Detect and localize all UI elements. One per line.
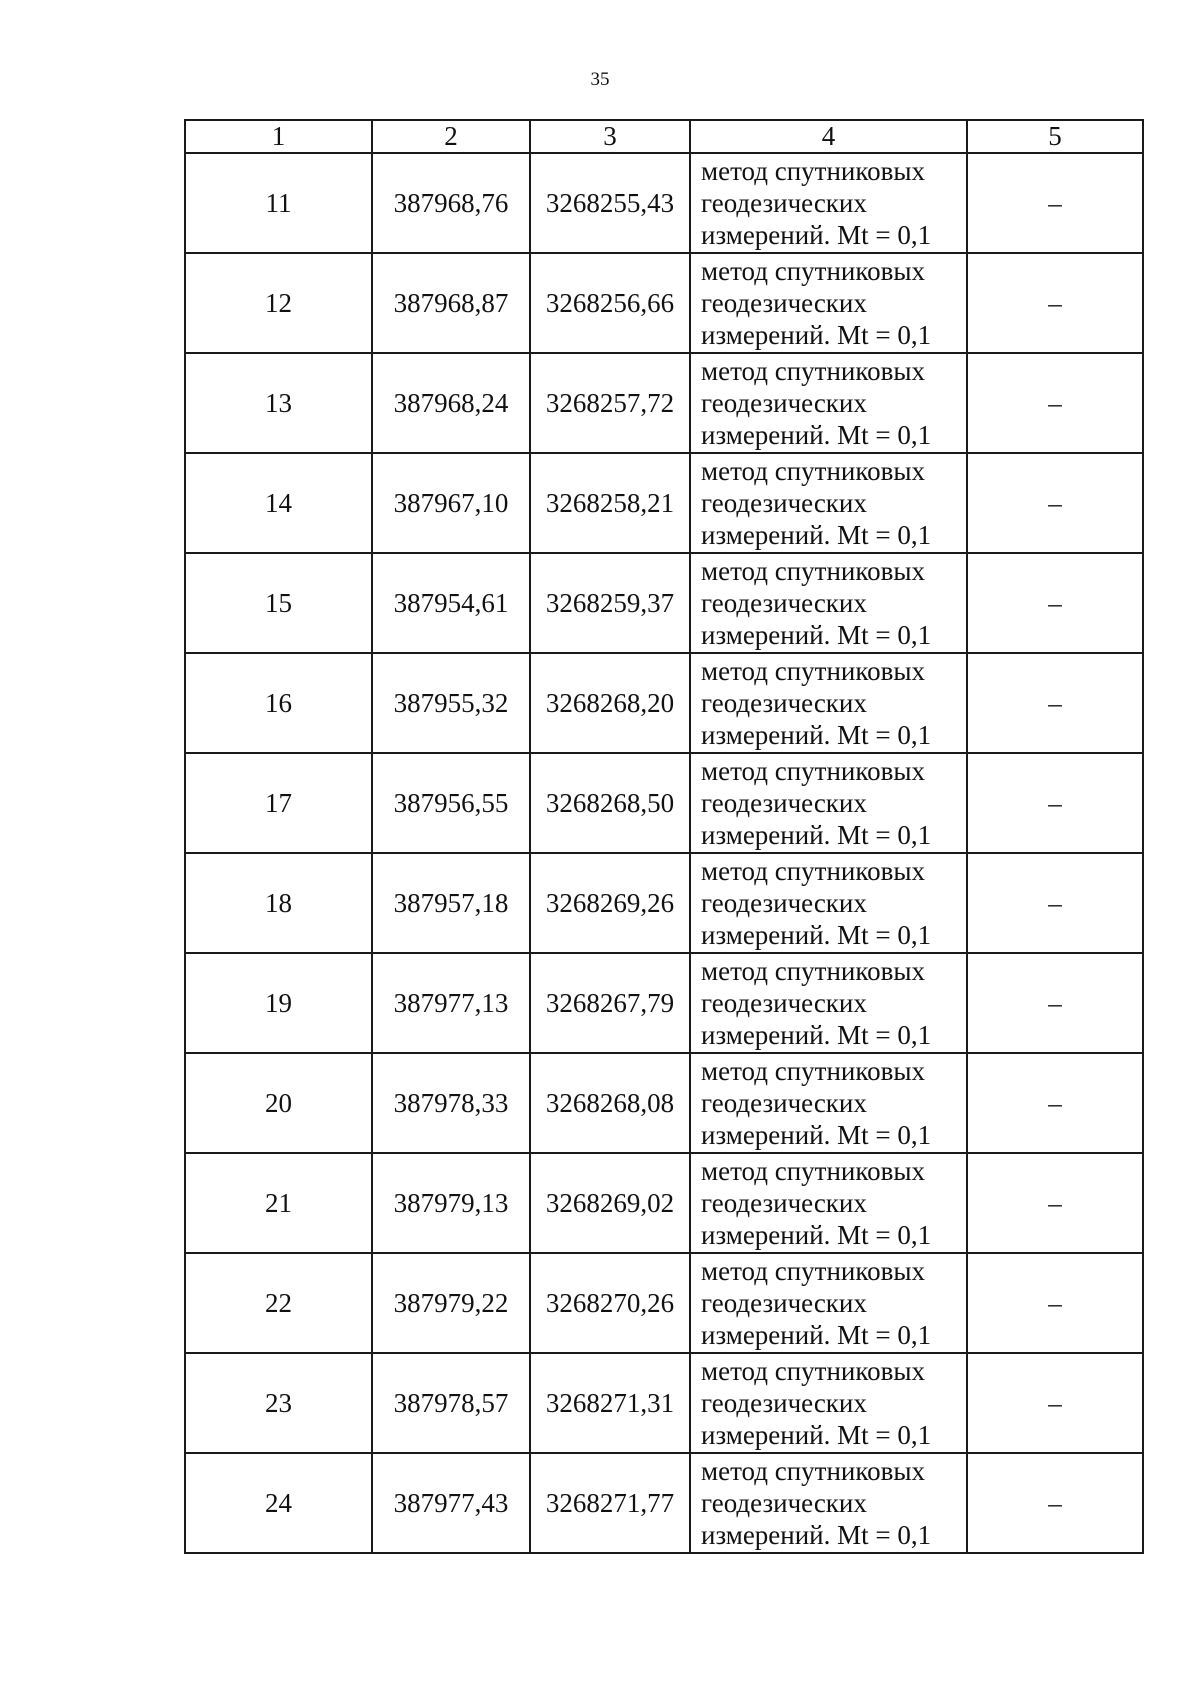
- table-row: [185, 453, 1143, 553]
- note-cell: –: [967, 853, 1143, 953]
- method-text-line: метод спутниковых: [701, 756, 925, 786]
- y-coordinate-cell: 3268268,50: [530, 753, 690, 853]
- note-cell: –: [967, 753, 1143, 853]
- table-row: [185, 953, 1143, 1053]
- point-number-cell: 17: [185, 753, 372, 853]
- method-text-line: измерений. Mt = 0,1: [701, 1520, 932, 1550]
- table-body: [185, 153, 1143, 1553]
- x-coordinate-cell: 387955,32: [372, 653, 530, 753]
- y-coordinate-cell: 3268270,26: [530, 1253, 690, 1353]
- method-cell: [690, 653, 967, 753]
- method-cell: [690, 1153, 967, 1253]
- method-text-line: геодезических: [701, 888, 867, 918]
- x-coordinate-cell: 387956,55: [372, 753, 530, 853]
- table-row: [185, 353, 1143, 453]
- x-coordinate-cell: 387957,18: [372, 853, 530, 953]
- method-text-line: измерений. Mt = 0,1: [701, 220, 932, 250]
- method-cell: [690, 253, 967, 353]
- note-cell: –: [967, 953, 1143, 1053]
- method-text-line: геодезических: [701, 388, 867, 418]
- method-text-line: метод спутниковых: [701, 656, 925, 686]
- y-coordinate-cell: 3268268,20: [530, 653, 690, 753]
- y-coordinate-cell: 3268269,02: [530, 1153, 690, 1253]
- method-text-line: измерений. Mt = 0,1: [701, 320, 932, 350]
- x-coordinate-cell: 387977,13: [372, 953, 530, 1053]
- method-text-line: геодезических: [701, 788, 867, 818]
- method-cell: [690, 1253, 967, 1353]
- y-coordinate-cell: 3268259,37: [530, 553, 690, 653]
- x-coordinate-cell: 387968,87: [372, 253, 530, 353]
- method-text-line: метод спутниковых: [701, 1456, 925, 1486]
- note-cell: –: [967, 153, 1143, 253]
- y-coordinate-cell: 3268271,77: [530, 1453, 690, 1553]
- y-coordinate-cell: 3268267,79: [530, 953, 690, 1053]
- column-header-5: 5: [967, 120, 1143, 153]
- table-row: [185, 553, 1143, 653]
- method-cell: [690, 1053, 967, 1153]
- x-coordinate-cell: 387968,24: [372, 353, 530, 453]
- point-number-cell: 12: [185, 253, 372, 353]
- table-row: [185, 1253, 1143, 1353]
- method-text-line: измерений. Mt = 0,1: [701, 720, 932, 750]
- x-coordinate-cell: 387967,10: [372, 453, 530, 553]
- method-text-line: метод спутниковых: [701, 1256, 925, 1286]
- x-coordinate-cell: 387978,57: [372, 1353, 530, 1453]
- method-cell: [690, 1453, 967, 1553]
- method-text-line: геодезических: [701, 1288, 867, 1318]
- point-number-cell: 21: [185, 1153, 372, 1253]
- method-text-line: метод спутниковых: [701, 356, 925, 386]
- note-cell: –: [967, 253, 1143, 353]
- method-cell: [690, 553, 967, 653]
- point-number-cell: 11: [185, 153, 372, 253]
- method-text-line: геодезических: [701, 188, 867, 218]
- page-number: 35: [590, 69, 610, 90]
- note-cell: –: [967, 1453, 1143, 1553]
- x-coordinate-cell: 387978,33: [372, 1053, 530, 1153]
- method-text-line: метод спутниковых: [701, 156, 925, 186]
- method-text-line: метод спутниковых: [701, 256, 925, 286]
- method-text-line: измерений. Mt = 0,1: [701, 420, 932, 450]
- y-coordinate-cell: 3268255,43: [530, 153, 690, 253]
- point-number-cell: 24: [185, 1453, 372, 1553]
- note-cell: –: [967, 653, 1143, 753]
- method-text-line: измерений. Mt = 0,1: [701, 920, 932, 950]
- method-text-line: метод спутниковых: [701, 1156, 925, 1186]
- table-row: [185, 1453, 1143, 1553]
- method-text-line: метод спутниковых: [701, 1056, 925, 1086]
- method-text-line: измерений. Mt = 0,1: [701, 1220, 932, 1250]
- method-cell: [690, 853, 967, 953]
- column-header-4: 4: [690, 120, 967, 153]
- table-row: [185, 153, 1143, 253]
- x-coordinate-cell: 387979,22: [372, 1253, 530, 1353]
- table-row: [185, 653, 1143, 753]
- method-text-line: измерений. Mt = 0,1: [701, 820, 932, 850]
- method-text-line: измерений. Mt = 0,1: [701, 1120, 932, 1150]
- method-text-line: измерений. Mt = 0,1: [701, 620, 932, 650]
- method-text-line: измерений. Mt = 0,1: [701, 520, 932, 550]
- method-text-line: геодезических: [701, 688, 867, 718]
- method-cell: [690, 453, 967, 553]
- point-number-cell: 16: [185, 653, 372, 753]
- point-number-cell: 18: [185, 853, 372, 953]
- method-text-line: геодезических: [701, 1388, 867, 1418]
- method-text-line: измерений. Mt = 0,1: [701, 1420, 932, 1450]
- method-text-line: геодезических: [701, 588, 867, 618]
- method-cell: [690, 153, 967, 253]
- method-cell: [690, 1353, 967, 1453]
- table-row: [185, 1153, 1143, 1253]
- point-number-cell: 19: [185, 953, 372, 1053]
- y-coordinate-cell: 3268256,66: [530, 253, 690, 353]
- y-coordinate-cell: 3268258,21: [530, 453, 690, 553]
- note-cell: –: [967, 1153, 1143, 1253]
- y-coordinate-cell: 3268271,31: [530, 1353, 690, 1453]
- method-cell: [690, 353, 967, 453]
- point-number-cell: 22: [185, 1253, 372, 1353]
- method-text-line: метод спутниковых: [701, 856, 925, 886]
- column-header-2: 2: [372, 120, 530, 153]
- table-row: [185, 253, 1143, 353]
- method-text-line: метод спутниковых: [701, 956, 925, 986]
- note-cell: –: [967, 1253, 1143, 1353]
- x-coordinate-cell: 387968,76: [372, 153, 530, 253]
- method-text-line: метод спутниковых: [701, 456, 925, 486]
- method-text-line: метод спутниковых: [701, 1356, 925, 1386]
- method-cell: [690, 953, 967, 1053]
- column-header-1: 1: [185, 120, 372, 153]
- y-coordinate-cell: 3268257,72: [530, 353, 690, 453]
- method-text-line: геодезических: [701, 988, 867, 1018]
- method-text-line: геодезических: [701, 1088, 867, 1118]
- point-number-cell: 13: [185, 353, 372, 453]
- method-text-line: измерений. Mt = 0,1: [701, 1020, 932, 1050]
- table-row: [185, 853, 1143, 953]
- method-text-line: геодезических: [701, 1188, 867, 1218]
- point-number-cell: 14: [185, 453, 372, 553]
- note-cell: –: [967, 353, 1143, 453]
- method-text-line: измерений. Mt = 0,1: [701, 1320, 932, 1350]
- coordinates-table: [184, 119, 1144, 1554]
- method-cell: [690, 753, 967, 853]
- note-cell: –: [967, 453, 1143, 553]
- point-number-cell: 23: [185, 1353, 372, 1453]
- x-coordinate-cell: 387954,61: [372, 553, 530, 653]
- note-cell: –: [967, 553, 1143, 653]
- table-row: [185, 753, 1143, 853]
- note-cell: –: [967, 1353, 1143, 1453]
- y-coordinate-cell: 3268269,26: [530, 853, 690, 953]
- column-header-3: 3: [530, 120, 690, 153]
- table-row: [185, 1353, 1143, 1453]
- y-coordinate-cell: 3268268,08: [530, 1053, 690, 1153]
- table-header-row: [185, 120, 1143, 153]
- note-cell: –: [967, 1053, 1143, 1153]
- x-coordinate-cell: 387977,43: [372, 1453, 530, 1553]
- table-row: [185, 1053, 1143, 1153]
- method-text-line: геодезических: [701, 288, 867, 318]
- point-number-cell: 20: [185, 1053, 372, 1153]
- x-coordinate-cell: 387979,13: [372, 1153, 530, 1253]
- method-text-line: геодезических: [701, 488, 867, 518]
- point-number-cell: 15: [185, 553, 372, 653]
- method-text-line: метод спутниковых: [701, 556, 925, 586]
- method-text-line: геодезических: [701, 1488, 867, 1518]
